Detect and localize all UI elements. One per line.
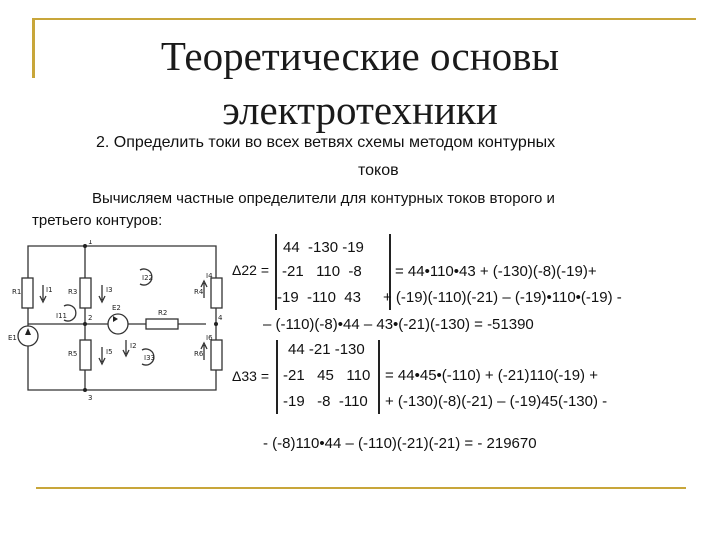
label-e2: E2: [112, 304, 121, 312]
det33-expansion1: = 44•45•(-110) + (-21)110(-19) +: [385, 367, 598, 384]
frame-bottom-line: [36, 487, 686, 489]
det22-expansion1: = 44•110•43 + (-130)(-8)(-19)+: [395, 263, 597, 280]
label-node3: 3: [88, 394, 93, 402]
circuit-diagram: [6, 240, 234, 410]
slide-title-line1: Теоретические основы: [160, 33, 560, 79]
det33-right-bar: [378, 340, 380, 414]
delta22-label: Δ22 =: [232, 262, 269, 278]
det33-row3: -19 -8 -110: [283, 393, 368, 410]
label-i4: I4: [206, 272, 213, 280]
frame-top-line: [32, 18, 696, 20]
det22-row3: -19 -110 43: [277, 289, 361, 306]
label-node4: 4: [218, 314, 223, 322]
label-i3: I3: [106, 286, 113, 294]
label-r2: R2: [158, 309, 168, 317]
det33-expansion2: + (-130)(-8)(-21) – (-19)45(-130) -: [385, 393, 608, 410]
label-node1: 1: [88, 240, 93, 246]
label-r6: R6: [194, 350, 204, 358]
label-r5: R5: [68, 350, 78, 358]
label-r3: R3: [68, 288, 78, 296]
subtitle-line1: Вычисляем частные определители для контурных токов второго и: [92, 190, 555, 207]
label-i1: I1: [46, 286, 53, 294]
task-text-line1: 2. Определить токи во всех ветвях схемы методом контурных: [96, 134, 556, 151]
det33-left-bar: [276, 340, 278, 414]
det22-row2: -21 110 -8: [282, 263, 362, 280]
label-e1: E1: [8, 334, 17, 342]
label-j11: I11: [56, 312, 67, 320]
det33-expansion3: - (-8)110•44 – (-110)(-21)(-21) = - 219670: [263, 435, 537, 452]
delta33-label: Δ33 =: [232, 368, 269, 384]
det33-row2: -21 45 110: [283, 367, 371, 384]
label-i6: I6: [206, 334, 213, 342]
slide-title-line2: электротехники: [222, 87, 498, 133]
label-r1: R1: [12, 288, 22, 296]
det22-expansion3: – (-110)(-8)•44 – 43•(-21)(-130) = -51390: [263, 316, 534, 333]
label-node2: 2: [88, 314, 93, 322]
label-i5: I5: [106, 348, 113, 356]
det22-row1: 44 -130 -19: [283, 239, 364, 256]
det33-row1: 44 -21 -130: [288, 341, 365, 358]
label-j33: I33: [144, 354, 155, 362]
label-j22: I22: [142, 274, 153, 282]
det22-expansion2: + (-19)(-110)(-21) – (-19)•110•(-19) -: [383, 289, 622, 306]
label-i2: I2: [130, 342, 137, 350]
subtitle-line2: третьего контуров:: [32, 212, 163, 229]
task-text-line2: токов: [358, 162, 399, 179]
frame-left-line: [32, 18, 35, 78]
label-r4: R4: [194, 288, 204, 296]
